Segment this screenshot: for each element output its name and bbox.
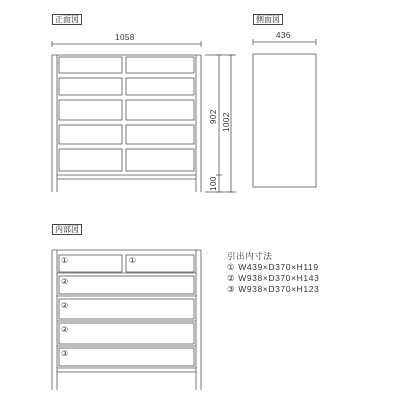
drawer-marker: ② [61,301,69,310]
spec-mark: ② [227,273,236,283]
front-view-cabinet [52,55,201,192]
spec-text: W439×D370×H119 [238,262,319,272]
spec-mark: ① [227,262,236,272]
drawer-height-dimension-label: 902 [209,109,218,124]
spec-mark: ③ [227,284,236,294]
interior-view-cabinet [52,250,201,390]
interior-view-title: 内部図 [52,224,82,235]
spec-heading: 引出内寸法 [227,251,273,261]
spec-row [227,273,319,283]
width-dimension-label: 1058 [115,33,135,42]
side-view-outline [253,54,316,187]
spec-row [227,262,319,272]
leg-height-dimension-label: 100 [209,176,218,191]
front-view-drawers [59,57,194,171]
drawer-marker: ② [61,325,69,334]
total-height-dimension-label: 1002 [222,112,231,132]
drawer-marker: ① [61,256,69,265]
spec-text: W938×D370×H143 [238,273,320,283]
drawer-marker: ① [129,256,137,265]
drawer-marker: ② [61,277,69,286]
spec-text: W938×D370×H123 [238,284,320,294]
side-view-title: 側面図 [253,14,283,25]
depth-dimension-label: 436 [276,31,291,40]
drawer-marker: ③ [61,349,69,358]
spec-row [227,284,319,294]
interior-view-drawers [57,255,196,372]
front-view-title: 正面図 [52,14,82,25]
